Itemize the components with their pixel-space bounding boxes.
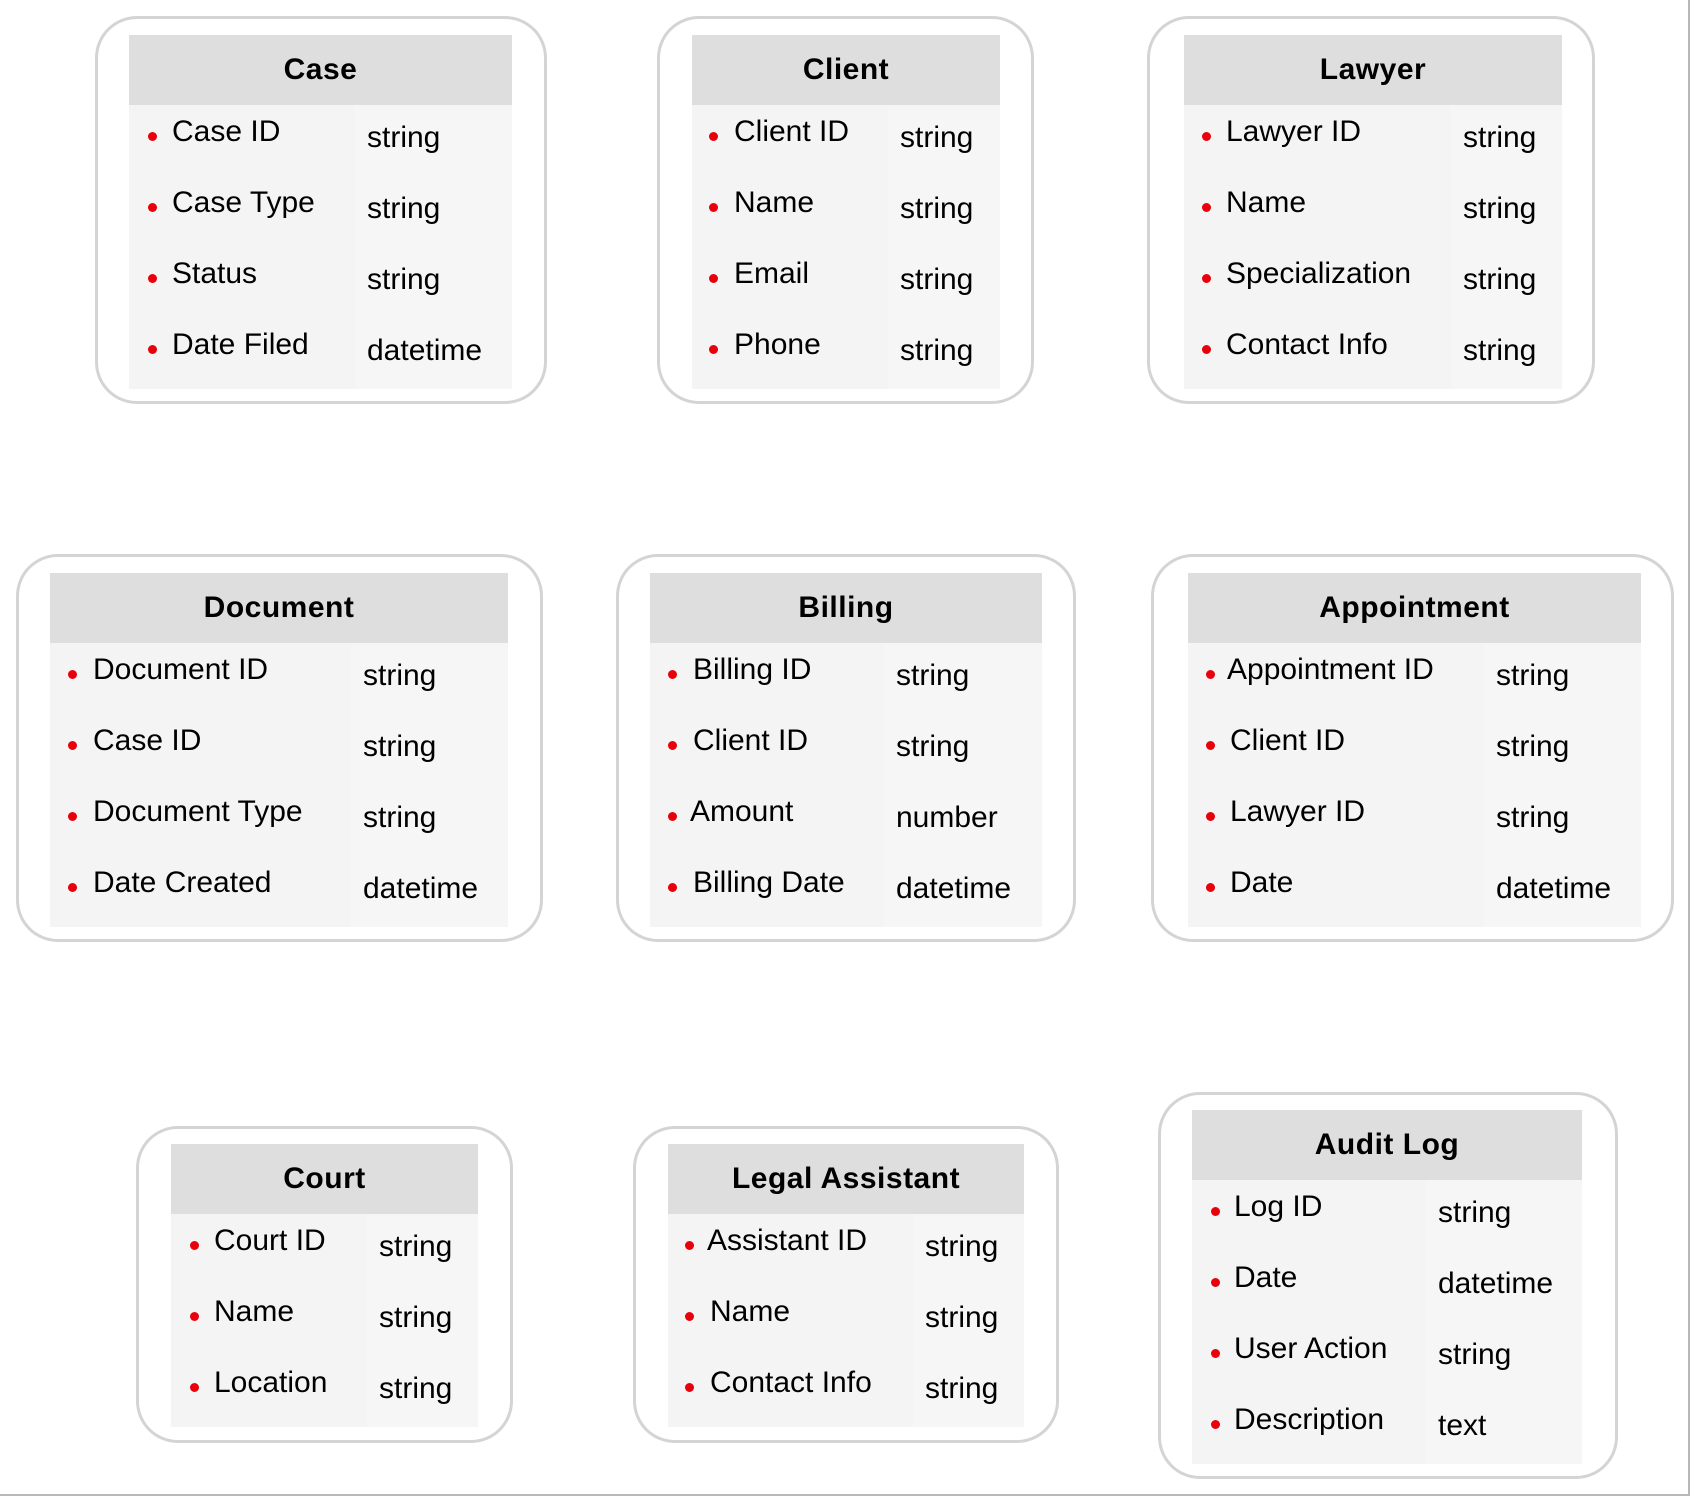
field-type: datetime (363, 872, 479, 905)
bullet-icon (1211, 1349, 1220, 1358)
field-row (668, 1356, 1024, 1427)
bullet-icon (1211, 1420, 1220, 1429)
field-type: string (379, 1372, 453, 1405)
field-type: string (379, 1301, 453, 1334)
field-name: Date Created (93, 866, 272, 899)
entity-title: Document (50, 573, 508, 643)
field-name: Assistant ID (707, 1224, 868, 1257)
field-name: Phone (734, 328, 821, 361)
entity-title: Appointment (1188, 573, 1641, 643)
field-row (692, 318, 1000, 389)
field-row (1192, 1322, 1582, 1393)
field-type: string (896, 659, 970, 692)
field-name: Document ID (93, 653, 269, 686)
field-row (1184, 318, 1562, 389)
bullet-icon (668, 741, 677, 750)
field-type: string (900, 263, 974, 296)
field-row (129, 247, 512, 318)
field-name: Description (1234, 1403, 1385, 1436)
field-row (1184, 176, 1562, 247)
field-name: Client ID (734, 115, 850, 148)
bullet-icon (1202, 132, 1211, 141)
field-name: Email (734, 257, 810, 290)
field-name: Billing ID (693, 653, 812, 686)
bullet-icon (148, 203, 157, 212)
bullet-icon (68, 670, 77, 679)
field-type: string (1496, 730, 1570, 763)
field-name: Contact Info (1226, 328, 1388, 361)
bullet-icon (148, 274, 157, 283)
field-name: Status (172, 257, 258, 290)
field-name: Lawyer ID (1226, 115, 1362, 148)
entity-document-table (50, 573, 508, 926)
field-row (692, 105, 1000, 176)
entity-case-table (129, 35, 512, 388)
entity-title: Audit Log (1192, 1110, 1582, 1180)
field-type: string (925, 1230, 999, 1263)
field-row (1184, 247, 1562, 318)
field-name: Specialization (1226, 257, 1412, 290)
entity-court-table (171, 1144, 478, 1426)
field-row (1192, 1251, 1582, 1322)
bullet-icon (685, 1383, 694, 1392)
field-type: string (1463, 192, 1537, 225)
bullet-icon (68, 883, 77, 892)
bullet-icon (1202, 203, 1211, 212)
entity-title: Legal Assistant (668, 1144, 1024, 1214)
bullet-icon (1206, 670, 1215, 679)
field-row (1188, 643, 1641, 714)
field-name: Name (710, 1295, 791, 1328)
bullet-icon (1206, 741, 1215, 750)
bullet-icon (1202, 274, 1211, 283)
entity-title: Client (692, 35, 1000, 105)
field-type: string (1438, 1196, 1512, 1229)
entity-legal-assistant-table (668, 1144, 1024, 1426)
field-type: string (363, 730, 437, 763)
field-name: User Action (1234, 1332, 1388, 1365)
field-type: string (367, 121, 441, 154)
entity-audit-log-table (1192, 1110, 1582, 1463)
field-row (50, 785, 508, 856)
entity-title: Lawyer (1184, 35, 1562, 105)
bullet-icon (1211, 1207, 1220, 1216)
bullet-icon (709, 203, 718, 212)
bullet-icon (190, 1241, 199, 1250)
bullet-icon (68, 741, 77, 750)
field-row (1188, 856, 1641, 927)
bullet-icon (190, 1312, 199, 1321)
field-name: Date (1230, 866, 1294, 899)
field-type: string (1463, 334, 1537, 367)
field-type: string (900, 121, 974, 154)
field-row (129, 176, 512, 247)
field-row (171, 1214, 478, 1285)
field-name: Document Type (93, 795, 303, 828)
field-name: Date Filed (172, 328, 309, 361)
field-type: string (1463, 263, 1537, 296)
field-type: string (925, 1372, 999, 1405)
field-type: string (1438, 1338, 1512, 1371)
bullet-icon (1211, 1278, 1220, 1287)
field-type: string (363, 801, 437, 834)
field-type: number (896, 801, 998, 834)
bullet-icon (148, 345, 157, 354)
field-name: Case ID (172, 115, 281, 148)
field-name: Client ID (693, 724, 809, 757)
bullet-icon (1202, 345, 1211, 354)
bullet-icon (190, 1383, 199, 1392)
bullet-icon (1206, 812, 1215, 821)
entity-title: Court (171, 1144, 478, 1214)
field-type: string (363, 659, 437, 692)
bullet-icon (668, 883, 677, 892)
field-type: string (900, 192, 974, 225)
field-name: Log ID (1234, 1190, 1323, 1223)
field-name: Location (214, 1366, 328, 1399)
field-row (1184, 105, 1562, 176)
field-type: string (367, 263, 441, 296)
field-row (50, 643, 508, 714)
field-type: string (896, 730, 970, 763)
field-type: string (900, 334, 974, 367)
field-name: Contact Info (710, 1366, 872, 1399)
field-name: Name (214, 1295, 295, 1328)
bullet-icon (148, 132, 157, 141)
field-row (650, 714, 1042, 785)
field-name: Case ID (93, 724, 202, 757)
entity-billing-table (650, 573, 1042, 926)
field-row (650, 856, 1042, 927)
entity-appointment-table (1188, 573, 1641, 926)
field-name: Amount (690, 795, 794, 828)
bullet-icon (1206, 883, 1215, 892)
field-type: string (379, 1230, 453, 1263)
field-name: Appointment ID (1227, 653, 1434, 686)
field-row (1188, 785, 1641, 856)
bullet-icon (709, 345, 718, 354)
bullet-icon (668, 670, 677, 679)
field-row (50, 856, 508, 927)
field-name: Case Type (172, 186, 315, 219)
field-row (650, 785, 1042, 856)
field-name: Court ID (214, 1224, 326, 1257)
field-type: datetime (1496, 872, 1612, 905)
entity-client-table (692, 35, 1000, 388)
field-type: datetime (367, 334, 483, 367)
entity-title: Case (129, 35, 512, 105)
bullet-icon (685, 1312, 694, 1321)
field-name: Lawyer ID (1230, 795, 1366, 828)
field-type: text (1438, 1409, 1487, 1442)
field-type: string (925, 1301, 999, 1334)
field-type: string (1496, 659, 1570, 692)
bullet-icon (668, 812, 677, 821)
field-row (692, 247, 1000, 318)
field-row (692, 176, 1000, 247)
field-name: Name (734, 186, 815, 219)
field-row (1192, 1180, 1582, 1251)
field-type: string (1496, 801, 1570, 834)
field-row (171, 1356, 478, 1427)
bullet-icon (709, 132, 718, 141)
field-name: Date (1234, 1261, 1298, 1294)
field-name: Name (1226, 186, 1307, 219)
bullet-icon (68, 812, 77, 821)
bullet-icon (685, 1241, 694, 1250)
field-type: string (1463, 121, 1537, 154)
field-row (650, 643, 1042, 714)
field-row (50, 714, 508, 785)
field-row (129, 318, 512, 389)
field-row (171, 1285, 478, 1356)
field-name: Billing Date (693, 866, 845, 899)
field-row (668, 1214, 1024, 1285)
field-type: datetime (896, 872, 1012, 905)
field-row (129, 105, 512, 176)
entity-lawyer-table (1184, 35, 1562, 388)
entity-title: Billing (650, 573, 1042, 643)
field-row (1188, 714, 1641, 785)
field-type: datetime (1438, 1267, 1554, 1300)
field-row (1192, 1393, 1582, 1464)
bullet-icon (709, 274, 718, 283)
field-name: Client ID (1230, 724, 1346, 757)
field-row (668, 1285, 1024, 1356)
field-type: string (367, 192, 441, 225)
